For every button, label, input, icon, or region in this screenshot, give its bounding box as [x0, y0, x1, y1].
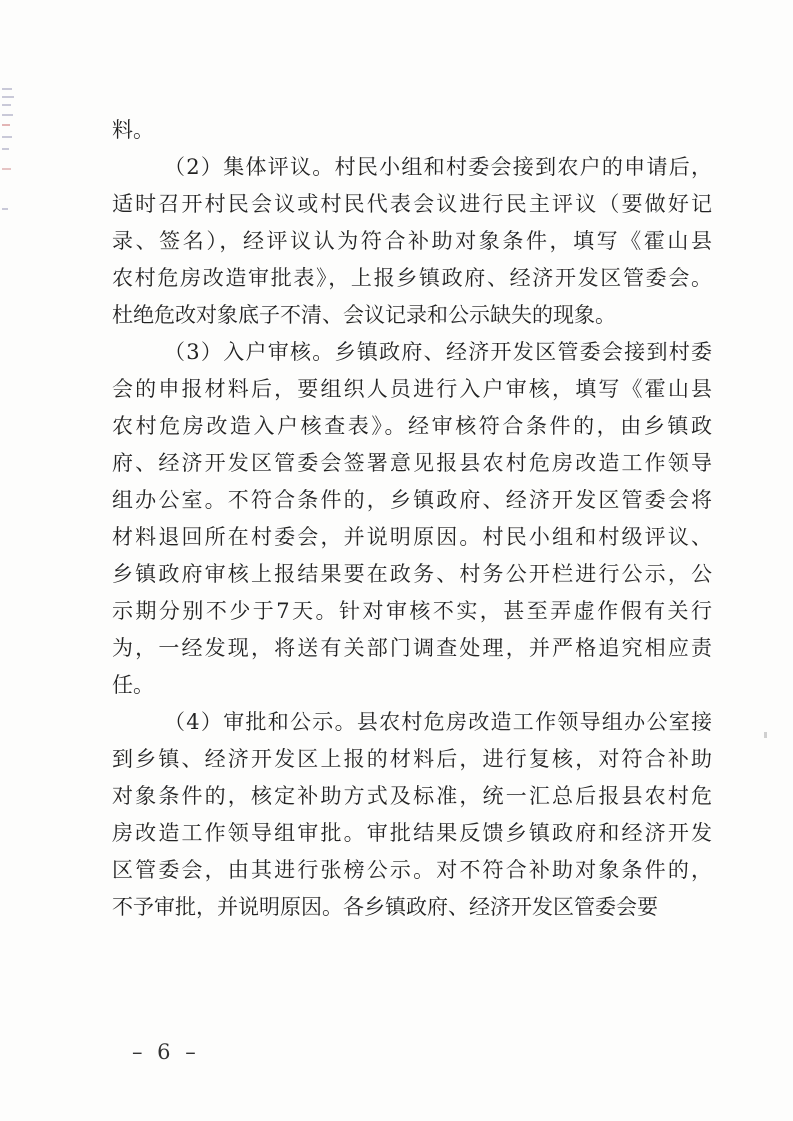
- text-line: 不予审批，并说明原因。各乡镇政府、经济开发区管委会要: [112, 895, 658, 919]
- text-line: 农村危房改造审批表》，上报乡镇政府、经济开发区管委会。: [112, 266, 712, 290]
- text-line: 材料退回所在村委会，并说明原因。村民小组和村级评议、: [112, 525, 712, 549]
- text-line: 乡镇政府审核上报结果要在政务、村务公开栏进行公示，公: [112, 562, 712, 586]
- text-line: 会的申报材料后，要组织人员进行入户审核，填写《霍山县: [112, 377, 712, 401]
- text-line: 府、经济开发区管委会签署意见报县农村危房改造工作领导: [112, 451, 712, 475]
- scan-edge-marks: [0, 88, 14, 228]
- text-line: 任。: [112, 673, 154, 697]
- scan-speck: [764, 732, 767, 738]
- text-line: （3）入户审核。乡镇政府、经济开发区管委会接到村委: [164, 340, 712, 364]
- text-line: 房改造工作领导组审批。审批结果反馈乡镇政府和经济开发: [112, 821, 712, 845]
- paragraph: [112, 112, 712, 149]
- text-line: 农村危房改造入户核查表》。经审核符合条件的，由乡镇政: [112, 414, 712, 438]
- paragraph: [112, 704, 712, 926]
- text-line: 为，一经发现，将送有关部门调查处理，并严格追究相应责: [112, 636, 712, 660]
- text-line: 示期分别不少于7天。针对审核不实，甚至弄虚作假有关行: [112, 599, 712, 623]
- body-text: [112, 112, 712, 926]
- text-line: （2）集体评议。村民小组和村委会接到农户的申请后，: [164, 155, 712, 179]
- text-line: 适时召开村民会议或村民代表会议进行民主评议（要做好记: [112, 192, 712, 216]
- paragraph: [112, 149, 712, 334]
- text-line: 杜绝危改对象底子不清、会议记录和公示缺失的现象。: [112, 303, 616, 327]
- text-line: （4）审批和公示。县农村危房改造工作领导组办公室接: [164, 710, 712, 734]
- text-line: 区管委会，由其进行张榜公示。对不符合补助对象条件的，: [112, 858, 712, 882]
- text-line: 到乡镇、经济开发区上报的材料后，进行复核，对符合补助: [112, 747, 712, 771]
- paragraph: [112, 334, 712, 704]
- text-line: 对象条件的，核定补助方式及标准，统一汇总后报县农村危: [112, 784, 712, 808]
- text-line: 组办公室。不符合条件的，乡镇政府、经济开发区管委会将: [112, 488, 712, 512]
- text-line: 录、签名），经评议认为符合补助对象条件，填写《霍山县: [112, 229, 712, 253]
- text-line: 料。: [112, 118, 154, 142]
- page-number: – 6 –: [132, 1040, 200, 1064]
